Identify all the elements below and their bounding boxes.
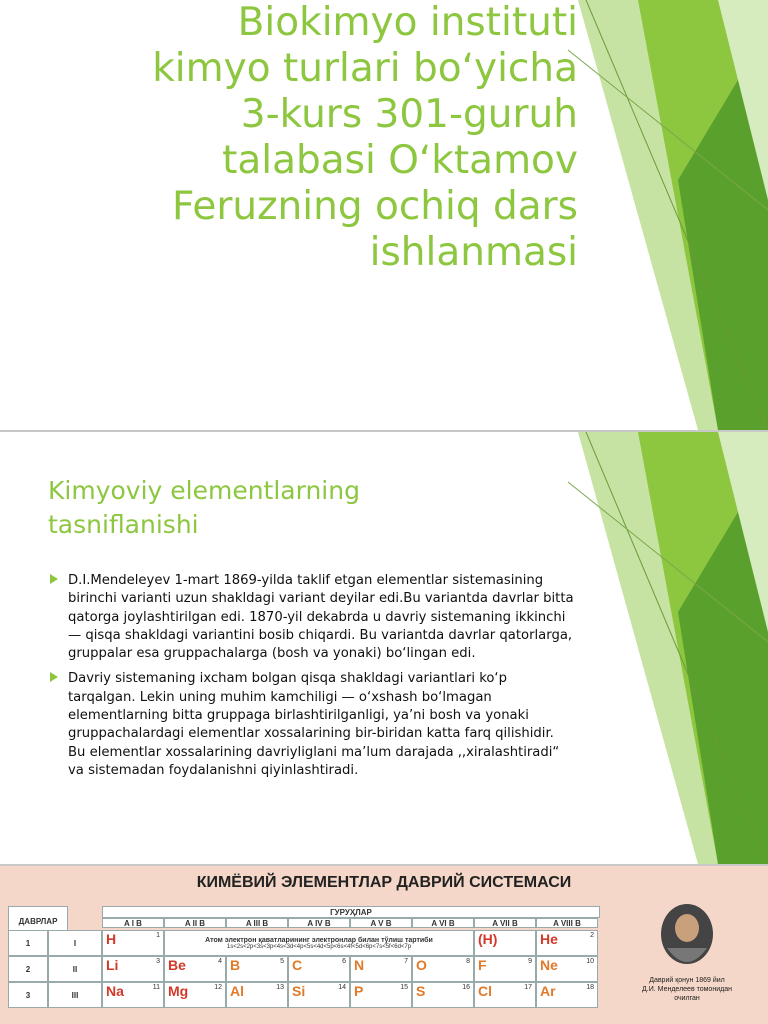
period-number: 2 [8, 956, 48, 982]
row-number: II [48, 956, 102, 982]
element-cell [226, 956, 288, 982]
element-symbol: O [416, 957, 427, 973]
element-cell [102, 930, 164, 956]
electron-order-note [164, 930, 474, 956]
element-cell [288, 956, 350, 982]
element-symbol: B [230, 957, 241, 973]
element-symbol: C [292, 957, 303, 973]
bullet-list [50, 572, 575, 787]
bullet-item: D.I.Mendeleyev 1-mart 1869-yilda taklif etgan elementlar sistemasining birinchi varianti uzun shakldagi variant deyilar edi.Bu variantda davrlar bitta qatorga joylashtirilgan edi. 1870-yil dekabrda u davriy sistemaning ikkinchi — qisqa shakldagi variantini bosib chiqardi. Bu variantda davrlar qatorlarga, gruppalar esa gruppachalarga (bosh va yonaki) bo‘lingan edi. [50, 572, 575, 663]
element-cell [412, 956, 474, 982]
element-number: 2 [590, 932, 594, 939]
bullet-item: Davriy sistemaning ixcham bolgan qisqa shakldagi variantlari ko‘p tarqalgan. Lekin uning muhim kamchiligi — o‘xshash bo‘lmagan elementlarning bitta gruppaga birlashtirilganligi, ya’ni bosh va yonaki gruppachalardagi elementlar xossalarining bir-biridan katta farq qilishidir. Bu elementlar xossalarining davriyliglani ma’lum darajada ,,xiralashtiradi“ va sistemadan foydalanishni qiyinlashtiradi. [50, 670, 575, 780]
element-number: 16 [462, 984, 470, 991]
element-number: 5 [280, 958, 284, 965]
slide-decoration [568, 432, 768, 864]
element-number: 18 [586, 984, 594, 991]
period-header: ДАВРЛАР [8, 906, 68, 936]
element-number: 1 [156, 932, 160, 939]
element-cell [536, 956, 598, 982]
element-cell [164, 982, 226, 1008]
element-symbol: Si [292, 983, 306, 999]
element-cell [350, 982, 412, 1008]
element-number: 13 [276, 984, 284, 991]
element-cell [474, 930, 536, 956]
group-header: ГУРУҲЛАР [102, 906, 600, 918]
element-cell [474, 982, 536, 1008]
slide-title: Biokimyo instituti kimyo turlari bo‘yicha 3-kurs 301-guruh talabasi O‘ktamov Feruzning ochiq dars ishlanmasi [152, 0, 578, 275]
row-number: I [48, 930, 102, 956]
element-cell [102, 982, 164, 1008]
bullet-arrow-icon [50, 672, 58, 682]
element-cell [102, 956, 164, 982]
group-label: A VII B [474, 918, 536, 928]
element-symbol: H [106, 931, 117, 947]
note-line: Атом электрон қаватларининг электронлар билан тўлиш тартиби [205, 936, 433, 944]
element-symbol: Na [106, 983, 124, 999]
row-number: III [48, 982, 102, 1008]
element-number: 7 [404, 958, 408, 965]
group-label: A II B [164, 918, 226, 928]
element-symbol: Al [230, 983, 244, 999]
element-cell [536, 982, 598, 1008]
element-number: 14 [338, 984, 346, 991]
element-cell [288, 982, 350, 1008]
element-number: 8 [466, 958, 470, 965]
element-number: 4 [218, 958, 222, 965]
element-symbol: F [478, 957, 487, 973]
bullet-arrow-icon [50, 574, 58, 584]
element-symbol: Ar [540, 983, 556, 999]
element-symbol: Be [168, 957, 186, 973]
section-title: Kimyoviy elementlarning tasniflanishi [48, 476, 360, 539]
element-symbol: Ne [540, 957, 558, 973]
note-order: 1s<2s<2p<3s<3p<4s<3d<4p<5s<4d<5p<6s<4f<5d<6p<7s<5f<6d<7p [226, 943, 412, 950]
group-label: A I B [102, 918, 164, 928]
element-cell [536, 930, 598, 956]
portrait-caption: Даврий қонун 1869 йил Д.И. Менделеев томонидан очилган [642, 977, 732, 1002]
element-symbol: (H) [478, 931, 498, 947]
element-number: 9 [528, 958, 532, 965]
element-number: 17 [524, 984, 532, 991]
element-symbol: P [354, 983, 364, 999]
group-label: A VI B [412, 918, 474, 928]
group-label: A IV B [288, 918, 350, 928]
period-number: 3 [8, 982, 48, 1008]
element-symbol: Li [106, 957, 119, 973]
element-symbol: Cl [478, 983, 492, 999]
element-cell [350, 956, 412, 982]
group-label: A V B [350, 918, 412, 928]
period-number: 1 [8, 930, 48, 956]
element-number: 11 [152, 984, 160, 991]
title-slide [0, 0, 768, 430]
element-symbol: Mg [168, 983, 189, 999]
element-symbol: N [354, 957, 365, 973]
portrait-image [612, 898, 762, 976]
table-title: КИМЁВИЙ ЭЛЕМЕНТЛАР ДАВРИЙ СИСТЕМАСИ [196, 874, 572, 891]
group-label: A III B [226, 918, 288, 928]
element-symbol: He [540, 931, 558, 947]
element-number: 12 [214, 984, 222, 991]
element-cell [412, 982, 474, 1008]
element-cell [164, 956, 226, 982]
mendeleev-portrait [612, 898, 762, 1016]
element-number: 15 [400, 984, 408, 991]
element-number: 6 [342, 958, 346, 965]
element-number: 10 [586, 958, 594, 965]
group-label: A VIII B [536, 918, 598, 928]
element-number: 3 [156, 958, 160, 965]
element-cell [474, 956, 536, 982]
slide-decoration [568, 0, 768, 430]
periodic-table-slide [0, 866, 768, 1024]
element-symbol: S [416, 983, 426, 999]
element-cell [226, 982, 288, 1008]
